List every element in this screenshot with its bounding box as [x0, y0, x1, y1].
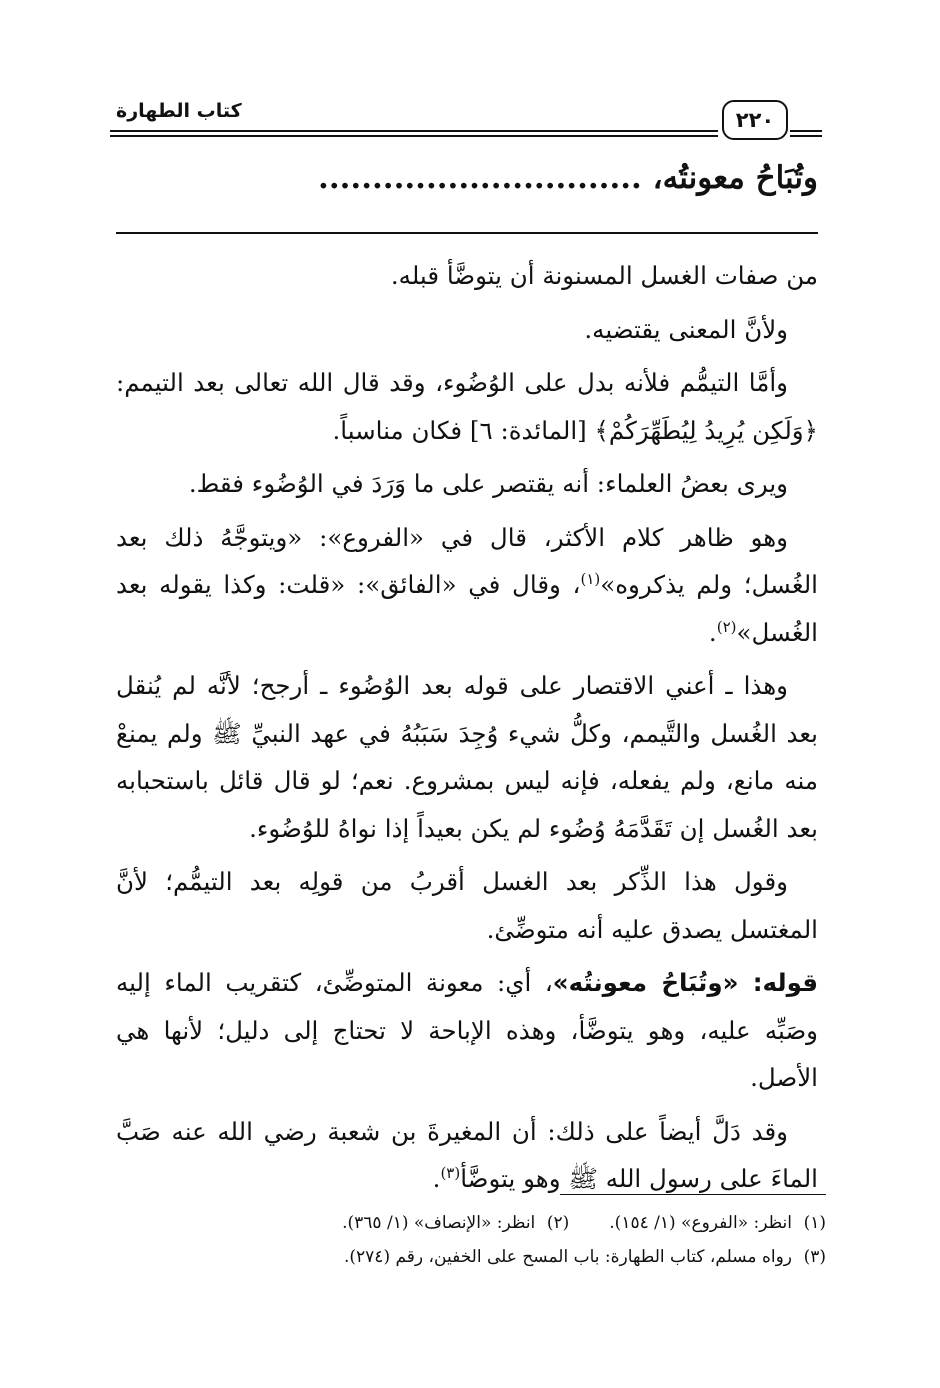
footnotes [140, 1206, 826, 1274]
paragraph-text: من صفات الغسل المسنونة أن يتوضَّأ قبله. [390, 261, 818, 290]
footnote-ref[interactable]: (٣) [440, 1163, 461, 1182]
header-rule [110, 135, 718, 137]
footnote-divider [560, 1194, 826, 1195]
footnote-row [140, 1206, 826, 1240]
footnote-text: انظر: «الفروع» (١/ ١٥٤). [609, 1213, 792, 1233]
paragraph-text: ، وقال في «الفائق»: «قلت: وكذا يقوله بعد الغُسل» [116, 570, 818, 647]
footnote-number: (١) [803, 1213, 826, 1233]
commentary-body [116, 252, 818, 1209]
paragraph [116, 460, 818, 508]
header-rule [790, 130, 822, 132]
footnote-number: (٣) [803, 1247, 826, 1267]
header-rule [110, 130, 718, 132]
paragraph-text: وأمَّا التيمُّم فلأنه بدل على الوُضُوء، وقد قال الله تعالى بعد التيمم: ﴿وَلَكِن يُرِيدُ لِيُطَهِّرَكُمْ﴾ [المائدة: ٦] فكان مناسباً. [116, 368, 818, 445]
paragraph-text: وقول هذا الذِّكر بعد الغسل أقربُ من قولِه بعد التيمُّم؛ لأنَّ المغتسل يصدق عليه أنه متوضِّئ. [116, 867, 818, 944]
footnote-ref[interactable]: (٢) [716, 617, 737, 636]
paragraph [116, 514, 818, 657]
book-title: كتاب الطهارة [116, 100, 242, 122]
paragraph [116, 858, 818, 953]
footnote-row [140, 1240, 826, 1274]
paragraph-text: وقد دَلَّ أيضاً على ذلك: أن المغيرةَ بن شعبة رضي الله عنه صَبَّ الماءَ على رسول الله ﷺ وهو يتوضَّأ [116, 1116, 818, 1193]
footnote-ref[interactable]: (١) [580, 569, 601, 588]
footnote-text: رواه مسلم، كتاب الطهارة: باب المسح على الخفين، رقم (٢٧٤). [344, 1247, 792, 1267]
paragraph-text: ، أي: معونة المتوضِّئ، كتقريب الماء إليه وصَبِّه عليه، وهو يتوضَّأ، وهذه الإباحة لا تحتاج إلى دليل؛ لأنها هي الأصل. [116, 968, 818, 1092]
paragraph [116, 252, 818, 300]
paragraph-text: . [432, 1164, 441, 1193]
paragraph-text: وهذا ـ أعني الاقتصار على قوله بعد الوُضُوء ـ أرجح؛ لأنَّه لم يُنقل بعد الغُسل والتَّيمم، وكلُّ شيء وُجِدَ سَبَبُهُ في عهد النبيِّ ﷺ ولم يمنعْ منه مانع، ولم يفعله، فإنه ليس بمشروع. نعم؛ لو قال قائل باستحبابه بعد الغُسل إن تَقَدَّمَهُ وُضُوء لم يكن بعيداً إذا نواهُ للوُضُوء. [116, 671, 818, 843]
footnote-number: (٢) [546, 1213, 570, 1233]
paragraph-text: ولأنَّ المعنى يقتضيه. [584, 314, 788, 344]
paragraph [116, 1108, 818, 1203]
matn-line: وتُبَاحُ معونتُه، .............................. [318, 160, 818, 196]
paragraph-text: وهو ظاهر كلام الأكثر، قال في «الفروع»: «ويتوجَّهُ ذلك بعد الغُسل؛ ولم يذكروه» [116, 522, 818, 599]
paragraph [116, 959, 818, 1102]
paragraph-text: ويرى بعضُ العلماء: أنه يقتصر على ما وَرَدَ في الوُضُوء فقط. [188, 469, 788, 498]
page-number: ٢٢٠ [722, 100, 788, 140]
footnote-text: انظر: «الإنصاف» (١/ ٣٦٥). [342, 1213, 536, 1233]
matn-divider [116, 232, 818, 234]
paragraph-text: . [708, 617, 717, 647]
paragraph [116, 359, 818, 454]
header-rule [790, 135, 822, 137]
matn-quote-label: قوله: «وتُبَاحُ معونتُه» [552, 968, 818, 997]
paragraph [116, 306, 818, 354]
paragraph [116, 662, 818, 852]
page-header [110, 100, 822, 144]
